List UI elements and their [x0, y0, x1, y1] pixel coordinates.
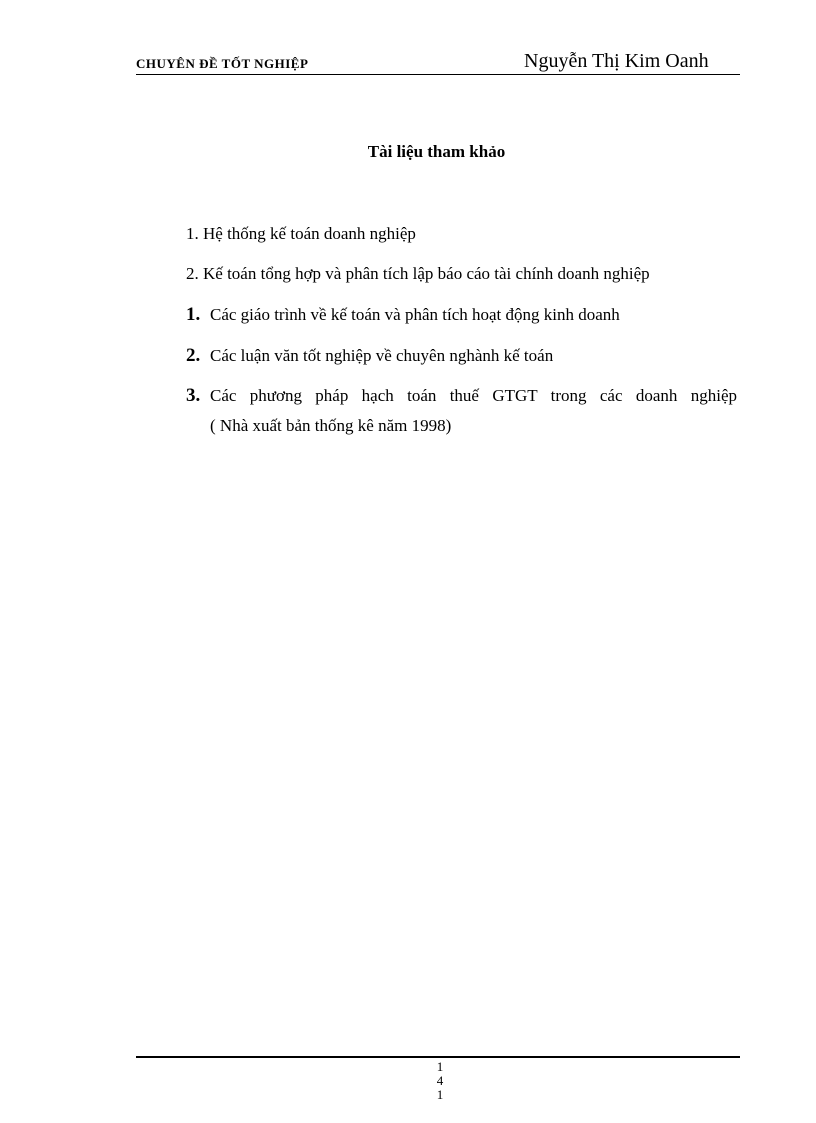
- page-digit: 4: [436, 1073, 444, 1088]
- footer-divider: [136, 1056, 740, 1058]
- page-digit: 1: [436, 1059, 444, 1074]
- reference-number: 2.: [186, 345, 201, 366]
- reference-item: [186, 345, 553, 367]
- header-title: CHUYÊN ĐỀ TỐT NGHIỆP: [136, 56, 309, 71]
- reference-text: Các luận văn tốt nghiệp về chuyên nghành kế toán: [210, 346, 554, 365]
- reference-continuation: ( Nhà xuất bản thống kê năm 1998): [210, 416, 452, 435]
- reference-number: 3.: [186, 385, 201, 406]
- reference-number: 1.: [186, 304, 201, 325]
- reference-item: [186, 385, 737, 407]
- reference-text: Hệ thống kế toán doanh nghiệp: [203, 224, 416, 243]
- reference-text: Kế toán tổng hợp và phân tích lập báo cáo tài chính doanh nghiệp: [203, 264, 650, 283]
- page-title: Tài liệu tham khảo: [367, 142, 506, 161]
- reference-number: 2.: [186, 264, 199, 283]
- header-divider: [136, 74, 740, 75]
- page-digit: 1: [436, 1087, 444, 1102]
- page-number: [430, 1060, 450, 1102]
- reference-item: [186, 264, 650, 284]
- reference-item: [186, 224, 416, 244]
- reference-item: [186, 304, 620, 326]
- reference-text: Các phương pháp hạch toán thuế GTGT trong các doanh nghiệp: [210, 386, 737, 405]
- header-author: Nguyễn Thị Kim Oanh: [524, 50, 709, 72]
- reference-number: 1.: [186, 224, 199, 243]
- reference-text: Các giáo trình về kế toán và phân tích hoạt động kinh doanh: [210, 305, 620, 324]
